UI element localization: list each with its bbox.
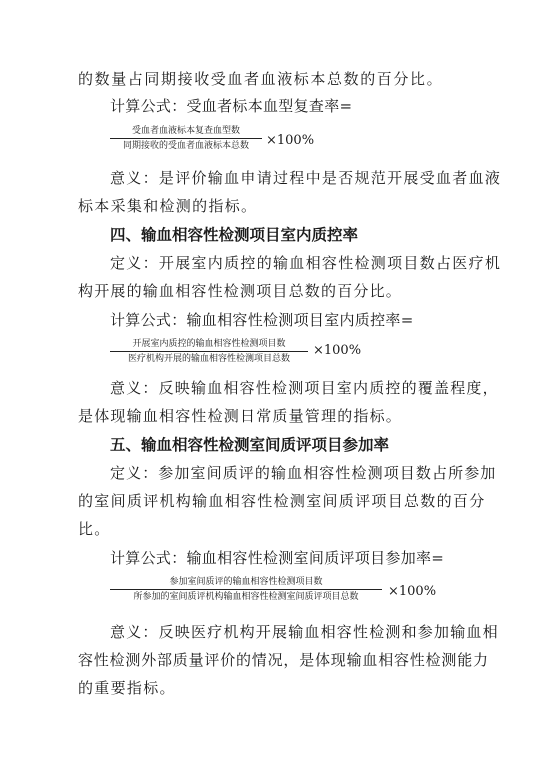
fraction-denominator: 所参加的室间质评机构输血相容性检测室间质评项目总数 [133, 592, 359, 602]
definition-line: 构开展的输血相容性检测项目总数的百分比。 [78, 282, 403, 300]
formula-multiplier: ×100% [266, 133, 315, 148]
intro-line: 的数量占同期接收受血者血液标本总数的百分比。 [78, 70, 444, 88]
formula-label: 计算公式：受血者标本血型复查率= [110, 97, 353, 115]
fraction-denominator: 同期接收的受血者血液标本总数 [122, 141, 249, 151]
meaning-line: 意义：反映输血相容性检测项目室内质控的覆盖程度， [110, 379, 499, 397]
meaning-line: 容性检测外部质量评价的情况，是体现输血相容性检测能力 [78, 651, 489, 669]
definition-line: 定义：开展室内质控的输血相容性检测项目数占医疗机 [110, 254, 502, 272]
fraction-bar [110, 351, 308, 352]
formula-multiplier: ×100% [313, 343, 362, 358]
fraction-numerator: 参加室间质评的输血相容性检测项目数 [169, 577, 323, 587]
formula-multiplier: ×100% [388, 584, 437, 599]
fraction-bar [110, 138, 262, 139]
section-heading: 五、输血相容性检测室间质评项目参加率 [110, 436, 390, 454]
meaning-line: 的重要指标。 [78, 679, 176, 697]
fraction-numerator: 受血者血液标本复查血型数 [131, 126, 240, 136]
formula-label: 计算公式：输血相容性检测项目室内质控率= [110, 311, 414, 329]
fraction-bar [110, 589, 382, 590]
meaning-line: 标本采集和检测的指标。 [78, 197, 258, 215]
fraction-numerator: 开展室内质控的输血相容性检测项目数 [132, 339, 286, 349]
formula-fraction [110, 339, 308, 365]
definition-line: 比。 [78, 520, 111, 538]
definition-line: 的室间质评机构输血相容性检测室间质评项目总数的百分 [78, 492, 486, 510]
meaning-line: 意义：反映医疗机构开展输血相容性检测和参加输血相 [110, 623, 499, 641]
formula-fraction [110, 577, 382, 603]
fraction-denominator: 医疗机构开展的输血相容性检测项目总数 [127, 354, 290, 364]
formula-label: 计算公式：输血相容性检测室间质评项目参加率= [110, 549, 445, 567]
meaning-line: 意义：是评价输血申请过程中是否规范开展受血者血液 [110, 169, 502, 187]
section-heading: 四、输血相容性检测项目室内质控率 [110, 226, 359, 244]
definition-line: 定义：参加室间质评的输血相容性检测项目数占所参加 [110, 464, 497, 482]
meaning-line: 是体现输血相容性检测日常质量管理的指标。 [78, 407, 403, 425]
formula-fraction [110, 126, 262, 152]
